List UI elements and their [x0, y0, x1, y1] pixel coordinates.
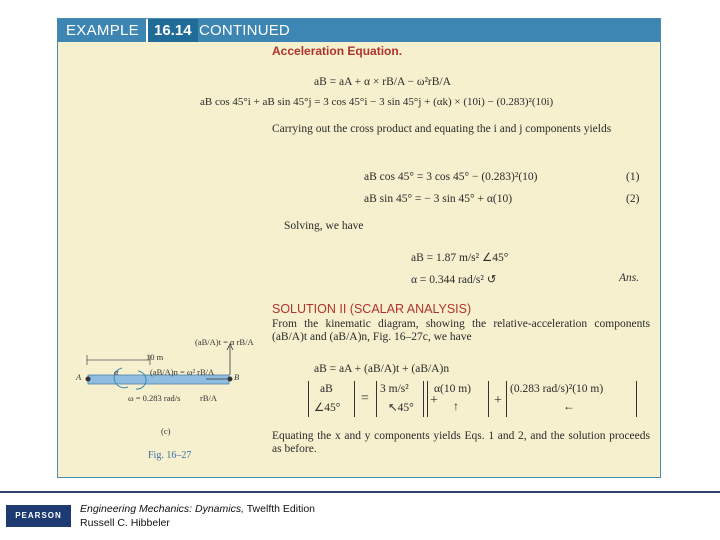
acceleration-equation: aB = aA + α × rB/A − ω²rB/A: [314, 76, 451, 88]
footer-author: Russell C. Hibbeler: [80, 517, 170, 529]
final-text: Equating the x and y components yields Eqs. 1 and 2, and the solution proceeds as before.: [272, 430, 650, 455]
label-c: (c): [161, 426, 171, 436]
label-omega: ω = 0.283 rad/s: [128, 393, 181, 403]
continued-label: CONTINUED: [199, 22, 290, 39]
cross-product-text: Carrying out the cross product and equating the i and j components yields: [272, 123, 612, 135]
scalar-vector-equation: aB = aA + (aB/A)t + (aB/A)n: [314, 363, 450, 375]
kinematic-diagram: [58, 19, 268, 479]
pearson-logo: PEARSON: [6, 505, 71, 527]
footer-edition: Twelfth Edition: [244, 503, 316, 515]
matrix-aB: aB: [320, 383, 333, 395]
acceleration-vector-equation: aB cos 45°i + aB sin 45°j = 3 cos 45°i − 3 sin 45°j + (αk) × (10i) − (0.283)²(10i): [200, 96, 554, 108]
answer-label: Ans.: [619, 272, 640, 284]
matrix-tangential-value: α(10 m): [434, 383, 472, 395]
label-A: A: [76, 372, 82, 382]
label-length: 10 m: [146, 352, 164, 362]
matrix-normal-direction: ←: [563, 399, 575, 413]
matrix-normal-value: (0.283 rad/s)²(10 m): [510, 383, 604, 395]
equation-number-2: (2): [626, 193, 640, 205]
pin-A: [86, 377, 91, 382]
footer-book: [80, 503, 315, 515]
example-label: EXAMPLE: [66, 22, 139, 39]
matrix-tangential-direction: ↑: [453, 399, 459, 413]
label-rBA: rB/A: [200, 393, 217, 403]
example-page: [57, 18, 661, 478]
section-title-acceleration: Acceleration Equation.: [272, 44, 403, 58]
label-alpha: α: [114, 367, 119, 377]
label-normal: (aB/A)n = ω² rB/A: [150, 367, 215, 377]
solving-text: Solving, we have: [284, 220, 364, 232]
result-acceleration: aB = 1.87 m/s² ∠45°: [411, 252, 509, 264]
component-equation-2: aB sin 45° = − 3 sin 45° + α(10): [364, 193, 513, 205]
footer-book-title: Engineering Mechanics: Dynamics,: [80, 503, 244, 515]
figure-caption: Fig. 16–27: [148, 450, 192, 461]
label-B: B: [234, 372, 240, 382]
matrix-plus-2: +: [494, 393, 502, 408]
section-title-scalar: SOLUTION II (SCALAR ANALYSIS): [272, 302, 472, 316]
matrix-plus-1: +: [430, 393, 438, 408]
matrix-aB-angle: ∠45°: [314, 402, 341, 414]
equation-number-1: (1): [626, 171, 640, 183]
footer-divider: [0, 491, 720, 493]
result-angular-acceleration: α = 0.344 rad/s² ↺: [411, 274, 497, 286]
matrix-equals: =: [361, 391, 369, 406]
matrix-aA-direction: ↖45°: [388, 402, 414, 414]
label-tangential: (aB/A)t = α rB/A: [195, 337, 254, 347]
scalar-intro-text: From the kinematic diagram, showing the relative-acceleration components (aB/A)t and (aB/A)n, Fig. 16–27c, we have: [272, 318, 650, 343]
matrix-aA-value: 3 m/s²: [380, 383, 409, 395]
example-number: 16.14: [146, 19, 198, 42]
component-equation-1: aB cos 45° = 3 cos 45° − (0.283)²(10): [364, 171, 538, 183]
